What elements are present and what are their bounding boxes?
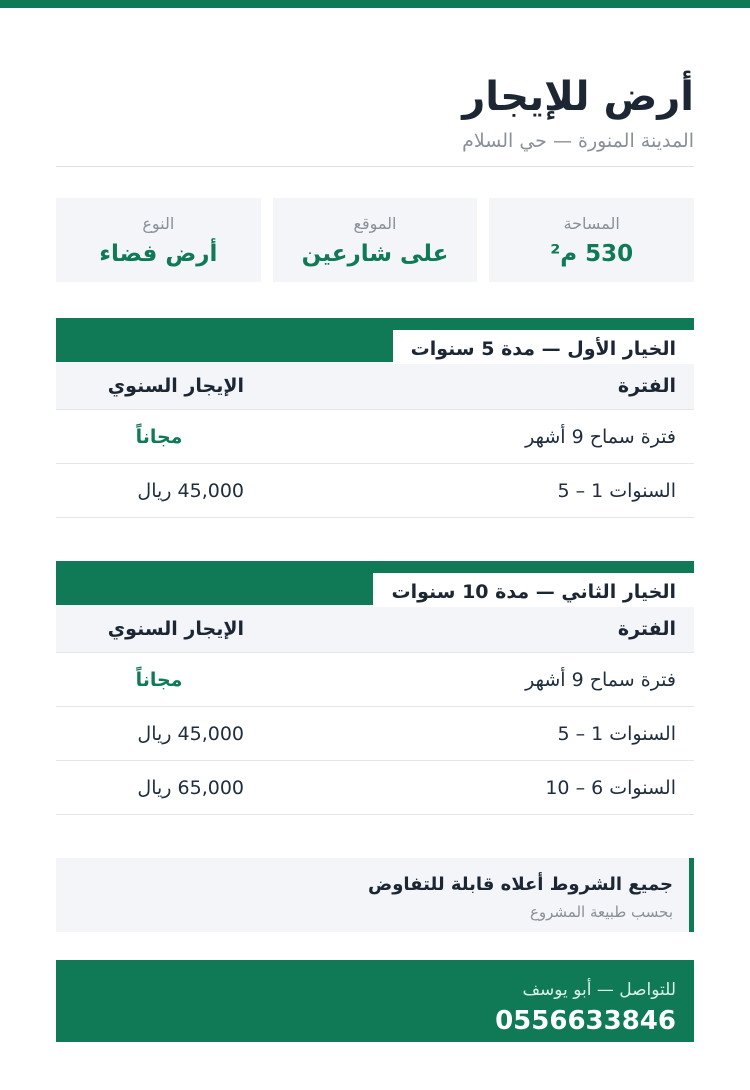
option-two-table (56, 561, 694, 815)
option-two-header (56, 561, 694, 605)
type-label: النوع (142, 213, 175, 233)
location-value: على شارعين (301, 240, 449, 267)
page-header (56, 70, 694, 152)
rent-cell: 45,000 ريال (137, 722, 244, 745)
period-cell: فترة سماح 9 أشهر (525, 668, 676, 691)
contact-box (56, 960, 694, 1042)
note-main-text: جميع الشروط أعلاه قابلة للتفاوض (368, 874, 673, 895)
area-card (489, 198, 694, 282)
type-card (56, 198, 261, 282)
rent-cell: مجاناً (135, 425, 183, 448)
option-one-heading: الخيار الأول — مدة 5 سنوات (393, 330, 694, 364)
option-one-table (56, 318, 694, 518)
table-header-row (56, 362, 694, 410)
table-row (56, 761, 694, 815)
table-row (56, 707, 694, 761)
rent-cell: 45,000 ريال (137, 479, 244, 502)
option-one-header (56, 318, 694, 362)
table-row (56, 410, 694, 464)
negotiable-note (56, 858, 694, 932)
note-sub-text: بحسب طبيعة المشروع (529, 903, 673, 921)
period-column-header: الفترة (617, 374, 676, 397)
period-column-header: الفترة (617, 617, 676, 640)
rent-cell: مجاناً (135, 668, 183, 691)
type-value: أرض فضاء (99, 240, 218, 267)
top-accent-bar (0, 0, 750, 8)
rent-column-header: الإيجار السنوي (107, 374, 244, 397)
location-card (273, 198, 478, 282)
period-cell: السنوات 6 – 10 (545, 776, 676, 799)
contact-phone[interactable]: 0556633846 (495, 1006, 676, 1036)
location-label: الموقع (353, 213, 397, 233)
option-two-heading: الخيار الثاني — مدة 10 سنوات (373, 573, 694, 607)
contact-label: للتواصل — أبو يوسف (522, 980, 676, 1000)
rent-column-header: الإيجار السنوي (107, 617, 244, 640)
rent-cell: 65,000 ريال (137, 776, 244, 799)
area-value: 530 م² (550, 240, 634, 267)
period-cell: السنوات 1 – 5 (557, 479, 676, 502)
period-cell: السنوات 1 – 5 (557, 722, 676, 745)
info-cards (56, 198, 694, 282)
area-label: المساحة (563, 213, 620, 233)
table-header-row (56, 605, 694, 653)
page-title: أرض للإيجار (462, 74, 694, 120)
table-row (56, 464, 694, 518)
period-cell: فترة سماح 9 أشهر (525, 425, 676, 448)
table-row (56, 653, 694, 707)
header-divider (56, 166, 694, 167)
location-subtitle: المدينة المنورة — حي السلام (462, 130, 694, 152)
